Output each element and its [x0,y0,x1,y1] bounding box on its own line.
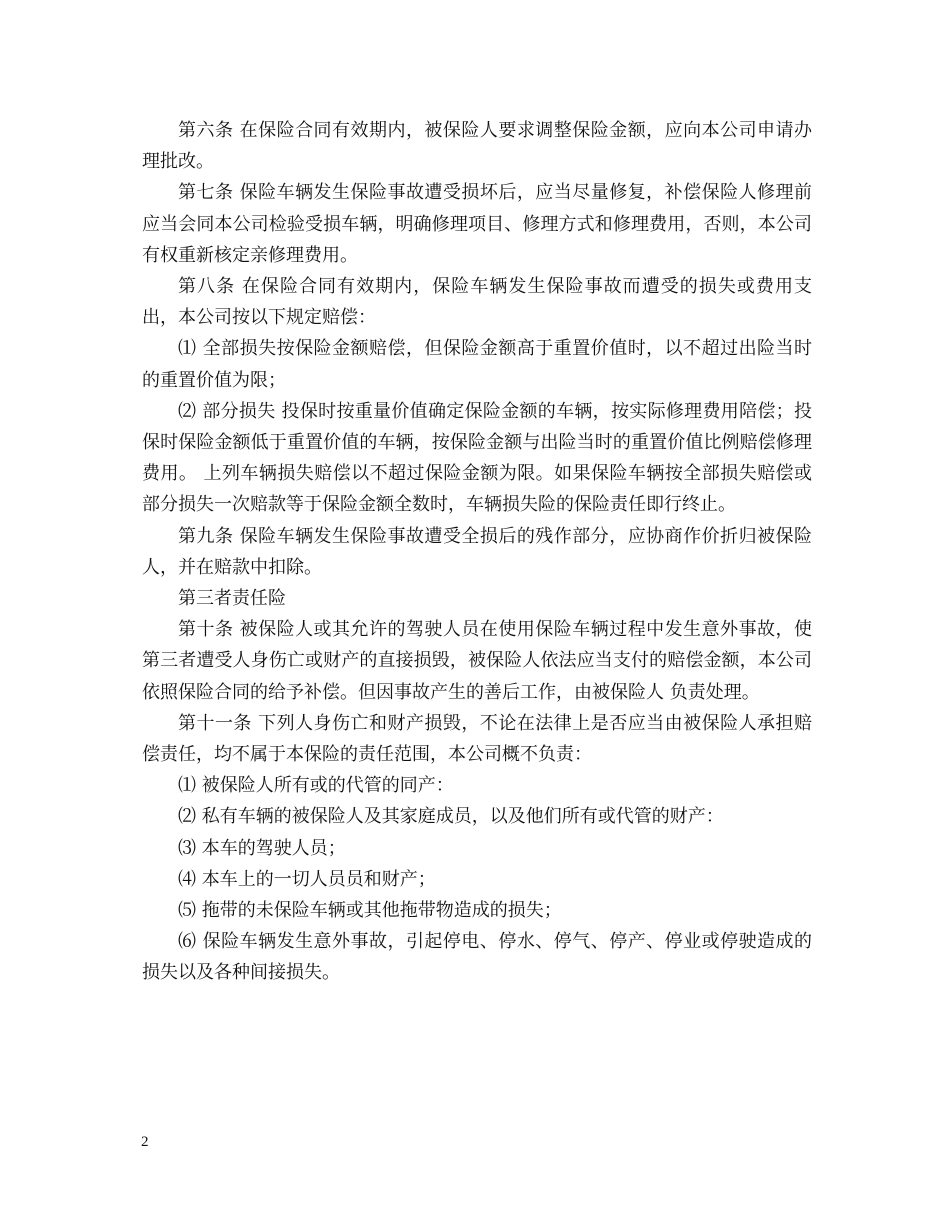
page-number: 2 [141,1134,149,1150]
list-item: ⑷ 本车上的一切人员员和财产； [178,868,436,890]
paragraph-article-9: 第九条 保险车辆发生保险事故遭受全损后的残作部分，应协商作价折归被保险人，并在赔款中扣除。 [142,525,812,578]
paragraph-article-8: 第八条 在保险合同有效期内，保险车辆发生保险事故而遭受的损失或费用支出，本公司按以下规定赔偿： [142,276,812,329]
list-item: ⑴ 全部损失按保险金额赔偿，但保险金额高于重置价值时，以不超过出险当时的重置价值为限； [142,338,812,391]
list-item: ⑶ 本车的驾驶人员； [178,837,346,859]
list-item: ⑴ 被保险人所有或的代管的同产： [178,775,454,797]
list-item: ⑵ 私有车辆的被保险人及其家庭成员，以及他们所有或代管的财产： [178,806,724,828]
paragraph-article-11: 第十一条 下列人身伤亡和财产损毁，不论在法律上是否应当由被保险人承担赔偿责任，均不属于本保险的责任范围，本公司概不负责： [142,712,812,766]
document-body [142,115,812,989]
list-item: ⑹ 保险车辆发生意外事故，引起停电、停水、停气、停产、停业或停驶造成的损失以及各种间接损失。 [142,931,812,984]
paragraph-article-7: 第七条 保险车辆发生保险事故遭受损坏后，应当尽量修复，补偿保险人修理前应当会同本公司检验受损车辆，明确修理项目、修理方式和修理费用，否则，本公司有权重新核定亲修理费用。 [142,182,812,266]
list-item: ⑵ 部分损失 投保时按重量价值确定保险金额的车辆，按实际修理费用陪偿；投保时保险金额低于重置价值的车辆，按保险金额与出险当时的重置价值比例赔偿修理费用。 上列车辆损失赔偿以不超过保险金额为限。如果保险车辆按全部损失赔偿或部分损失一次赔款等于保险金额全数时，车辆损失险的保险责任即行终止。 [142,400,812,516]
paragraph-article-10: 第十条 被保险人或其允许的驾驶人员在使用保险车辆过程中发生意外事故，使第三者遭受人身伤亡或财产的直接损毁，被保险人依法应当支付的赔偿金额，本公司依照保险合同的给予补偿。但因事故产生的善后工作，由被保险人 负责处理。 [142,619,812,703]
section-heading: 第三者责任险 [178,588,286,610]
paragraph-article-6: 第六条 在保险合同有效期内，被保险人要求调整保险金额，应向本公司申请办理批改。 [142,120,812,173]
list-item: ⑸ 拖带的未保险车辆或其他拖带物造成的损失； [178,900,562,922]
